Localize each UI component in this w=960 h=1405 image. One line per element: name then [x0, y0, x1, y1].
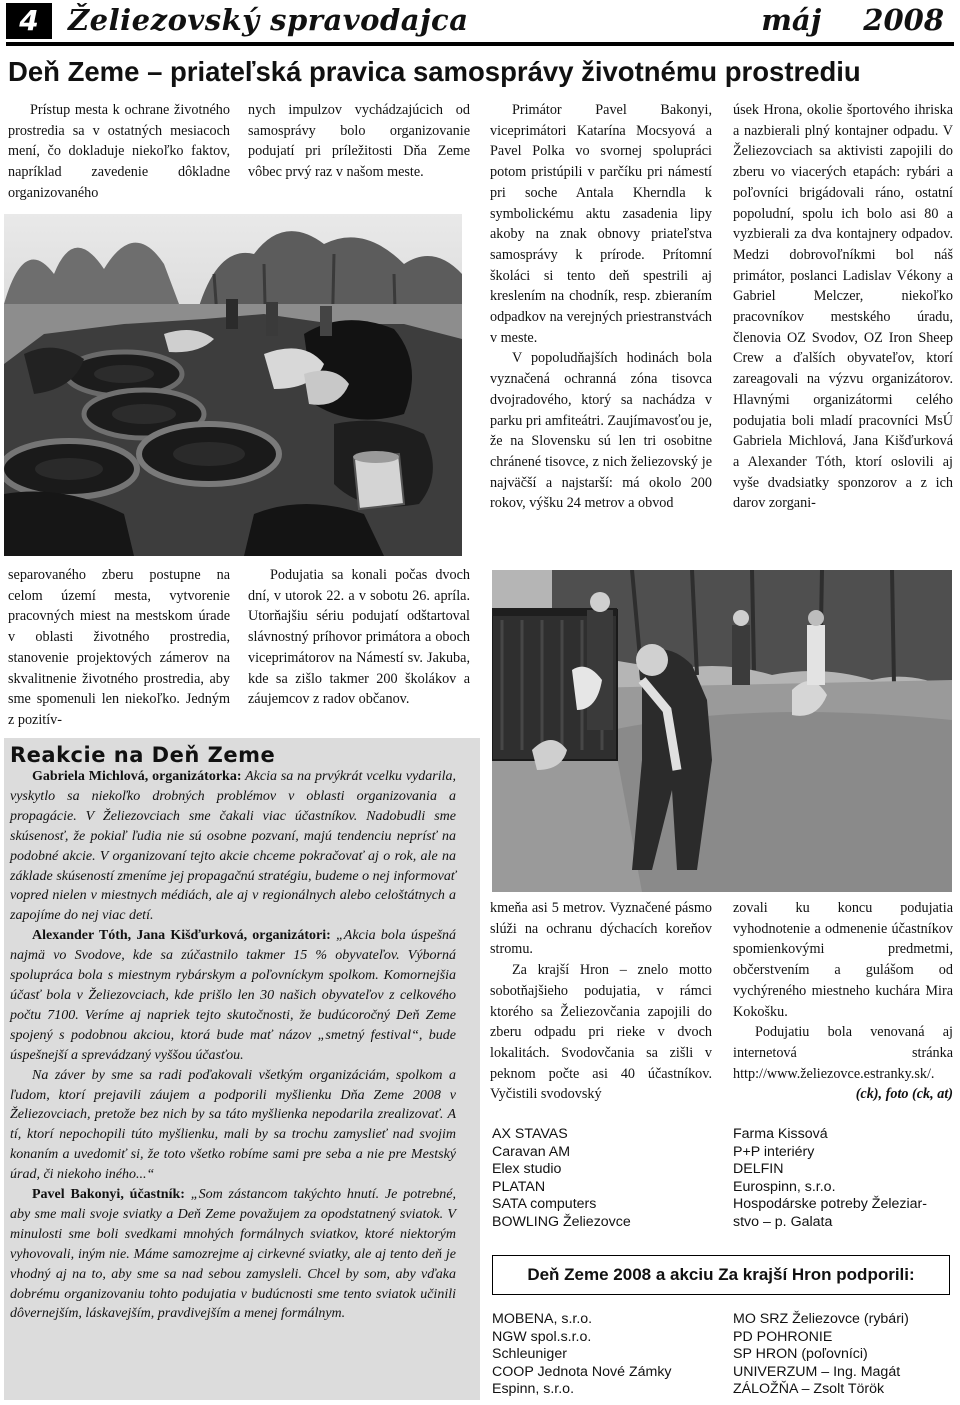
- article-paragraph: separovaného zberu postupne na celom území mesta, vytvorenie pracovných miest na mestskom úrade v oblasti životného prostredia, stanovenie projektových zámerov na skvalitnenie životného prostredia, aby sme spomenuli len niekoľko. Jedným z pozitív-: [8, 567, 230, 728]
- sponsor-name: UNIVERZUM – Ing. Magát: [733, 1363, 901, 1380]
- photo-collected-waste: [4, 214, 462, 556]
- issue-date: máj 2008: [761, 3, 944, 37]
- article-paragraph: nych impulzov vychádzajúcich od samosprávy bolo organizovanie podujatí pri príležitosti Dňa Zeme vôbec prvý raz v našom meste.: [248, 102, 470, 181]
- sponsor-name: NGW spol.s.r.o.: [492, 1328, 592, 1345]
- sponsor-name: Elex studio: [492, 1161, 562, 1178]
- reaction-toth-kisdurkova: [10, 926, 456, 1065]
- reactions-title: Reakcie na Deň Zeme: [10, 743, 276, 767]
- article-col4-bottom: [733, 898, 953, 1105]
- reactions-body: [10, 767, 456, 1324]
- article-paragraph: Za krajší Hron – znelo motto sobotňajšieho podujatia, v rámci ktorého sa Želiezovčania zapojili do zberu odpadu pri rieke v dvoch lokalitách. Svodovčania sa zišli v peknom počte asi 40 účastníkov. Vyčistili svodovský: [490, 962, 712, 1103]
- article-paragraph: Primátor Pavel Bakonyi, viceprimátori Katarína Mocsyová a Pavel Polka vo svornej spolupráci potom pristúpili v parčíku pri námestí pri soche Antala Kherndla k symbolickému aktu zasadenia lipy akoby na znak obnovy priateľstva samosprávy k prírode. Prítomní školáci si tento deň spestrili aj kreslením na chodník, resp. zbieraním odpadkov na verejných priestranstvách v meste.: [490, 102, 712, 346]
- sponsors-heading: Deň Zeme 2008 a akciu Za krajší Hron podporili:: [492, 1255, 950, 1295]
- page-number: 4: [6, 3, 52, 39]
- sponsor-name: SP HRON (poľovníci): [733, 1346, 868, 1363]
- waste-photo-image: [4, 214, 462, 556]
- reaction-speaker: Pavel Bakonyi, účastník:: [32, 1187, 185, 1203]
- sponsor-name: MO SRZ Želiezovce (rybári): [733, 1311, 909, 1327]
- sponsor-name: P+P interiéry: [733, 1143, 815, 1160]
- reaction-bakonyi: [10, 1185, 456, 1324]
- reaction-thanks: Na záver by sme sa radi poďakovali všetkým organizáciám, spolkom a ľudom, ktorí prejavili záujem a podporili myšlienku Dňa Zeme 2008 v Želiezovciach, pretože bez nich by sa táto myšlienka nepodarila zrealizovať. A tí, ktorí nepochopili túto myšlienku, mali by sa trochu zamyslieť nad svojim konaním a uvedomiť si, že toto všetko robíme sami pre seba a nie pre Mestský úrad, či niekoho iného...“: [10, 1067, 456, 1183]
- sponsor-name: Caravan AM: [492, 1143, 571, 1160]
- photo-volunteers-collecting: [492, 570, 952, 892]
- reaction-text: „Akcia bola úspešná najmä vo Svodove, kde sa zúčastnilo takmer 15 % obyvateľov. Výborná spolupráca bola s miestnym rybárskym a poľovníckym spolkom. Komornejšia účasť bola v Želiezovciach, kde prišlo len 30 našich obyvateľov z celkového počtu 7100. Veríme aj napriek tejto skutočnosti, že budúcoročný Deň Zeme spojený s podobnou akciou, ktorá bude mať názov „smetný festival“, bude úspešnejší a sprevádzaný vyššou účasťou.: [10, 928, 457, 1063]
- article-paragraph: Podujatiu bola venovaná aj internetová stránka http://www.želiezovce.estranky.sk/.: [733, 1024, 953, 1082]
- sponsor-name: AX STAVAS: [492, 1126, 568, 1142]
- sponsor-name: Eurospinn, s.r.o.: [733, 1178, 836, 1195]
- masthead-rule: [6, 42, 954, 46]
- sponsor-name: PLATAN: [492, 1178, 546, 1195]
- photo-credit: (ck), foto (ck, at): [855, 1086, 953, 1103]
- sponsor-name: BOWLING Želiezovce: [492, 1213, 631, 1230]
- sponsors-top-left: [492, 1126, 722, 1232]
- sponsor-name: Espinn, s.r.o.: [492, 1381, 575, 1398]
- reaction-speaker: Gabriela Michlová, organizátorka:: [32, 769, 242, 784]
- sponsor-name: PD POHRONIE: [733, 1328, 833, 1345]
- article-col3-top: [490, 100, 712, 514]
- sponsor-name: Farma Kissová: [733, 1126, 828, 1142]
- article-headline: Deň Zeme – priateľská pravica samosprávy životnému prostrediu: [8, 56, 861, 87]
- sponsor-name: ZÁLOŽŇA – Zsolt Török: [733, 1381, 885, 1398]
- publication-title: Želiezovský spravodajca: [68, 3, 469, 37]
- sponsor-name: Schleuniger: [492, 1346, 567, 1363]
- sponsor-name: DELFIN: [733, 1161, 784, 1178]
- article-col3-bottom: [490, 898, 712, 1105]
- sponsor-name: Hospodárske potreby Železiar-: [733, 1196, 927, 1213]
- sponsors-bottom-left: [492, 1311, 722, 1399]
- article-col1-top: [8, 100, 230, 204]
- article-paragraph: Prístup mesta k ochrane životného prostredia sa v ostatných mesiacoch mení, čo dokladuje niekoľko faktov, napríklad zavedenie dôkladne organizovaného: [8, 102, 230, 201]
- reaction-text: Akcia sa na prvýkrát vcelku vydarila, vyskytlo sa niekoľko drobných problémov v oblasti organizovania a propagácie. V Želiezovciach sme čakali viac účastníkov. Nadobudli sme skúsenosť, že pokiaľ ľudia nie sú osobne pozvaní, majú tendenciu neprísť na podobné akcie. V organizovaní tejto akcie chceme pokračovať aj o rok, ale na základe skúseností zmeníme jej propagačnú stratégiu, budeme o nej informovať vopred nielen v miestnych médiách, ale aj v regionálnych alebo celoštátnych a zapojíme do nej viac detí.: [10, 769, 456, 924]
- reaction-speaker: Alexander Tóth, Jana Kišďurková, organizátori:: [32, 928, 331, 944]
- article-paragraph: úsek Hrona, okolie športového ihriska a nazbierali plný kontajner odpadu. V Želiezovciach sa aktivisti zapojili do zberu vo viacerých etapách: rybári a poľovníci brigádovali ráno, ostatní popoludní, spolu ich bolo asi 80 a vyzbierali za dva kontajnery odpadov. Medzi dobrovoľníkmi bol náš primátor, poslanci Ladislav Vékony a Gabriel Melczer, niekoľko pracovníkov mestského úradu, členovia OZ Svodov, OZ Iron Sheep Crew a ďalších obyvateľov, ktorí zareagovali na výzvu organizátorov. Hlavnými organizátormi celého podujatia boli mladí pracovníci MsÚ Gabriela Michlová, Jana Kišďurková a Alexander Tóth, ktorí oslovili aj vyše dvadsiatky sponzorov a z ich darov zorgani-: [733, 102, 953, 512]
- volunteers-photo-image: [492, 570, 952, 892]
- article-col2-top: [248, 100, 470, 183]
- reaction-michlova: [10, 767, 456, 926]
- article-paragraph: V popoludňajších hodinách bola vyznačená ochranná zóna tisovca dvojradového, ktorý sa nachádza v parku pri amfiteátri. Zaujímavosťou je, že na Slovensku sú len tri osobitne chránené tisovce, z nich želiezovský je najväčší a najstarší: má okolo 200 rokov, výšku 24 metrov a obvod: [490, 350, 712, 512]
- article-paragraph: zovali ku koncu podujatia vyhodnotenie a odmenenie účastníkov spomienkovými predmetmi, občerstvením a gulášom od vychýreného miestneho kuchára Mira Kokošku.: [733, 900, 953, 1020]
- article-col1-bottom: [8, 565, 230, 731]
- article-col2-bottom: [248, 565, 470, 710]
- sponsor-name: MOBENA, s.r.o.: [492, 1311, 593, 1327]
- sponsors-top-right: [733, 1126, 953, 1232]
- article-paragraph: Podujatia sa konali počas dvoch dní, v utorok 22. a v sobotu 26. apríla. Utorňajšiu sériu podujatí odštartoval slávnostný príhovor primátora a oboch viceprimátorov na Námestí sv. Jakuba, kde sa zišlo takmer 200 školákov a záujemcov z radov občanov.: [248, 567, 470, 708]
- sponsor-name: COOP Jednota Nové Zámky: [492, 1363, 672, 1380]
- sponsor-name: SATA computers: [492, 1196, 597, 1213]
- reaction-text: „Som zástancom takýchto hnutí. Je potrebné, aby sme mali svoje sviatky a Deň Zeme považujem za opodstatnený sviatok. V minulosti sme boli svedkami mnohých formálnych sviatkov, ktoré niektorým vyhovovali, iným nie. Máme samozrejme aj cirkevné sviatky, ale aj tento deň je vhodný aj na to, aby sme sa nad sebou zamysleli. Chcel by som, aby vďaka dobrému organizovaniu tohto podujatia v budúcnosti sme tento sviatok učinili dôvernejším, láskavejším, pravdivejším a menej formálnym.: [10, 1187, 456, 1322]
- sponsor-name: stvo – p. Galata: [733, 1213, 833, 1230]
- article-col4-top: [733, 100, 953, 514]
- sponsors-bottom-right: [733, 1311, 953, 1399]
- article-paragraph: kmeňa asi 5 metrov. Vyznačené pásmo slúži na ochranu dýchacích koreňov stromu.: [490, 900, 712, 958]
